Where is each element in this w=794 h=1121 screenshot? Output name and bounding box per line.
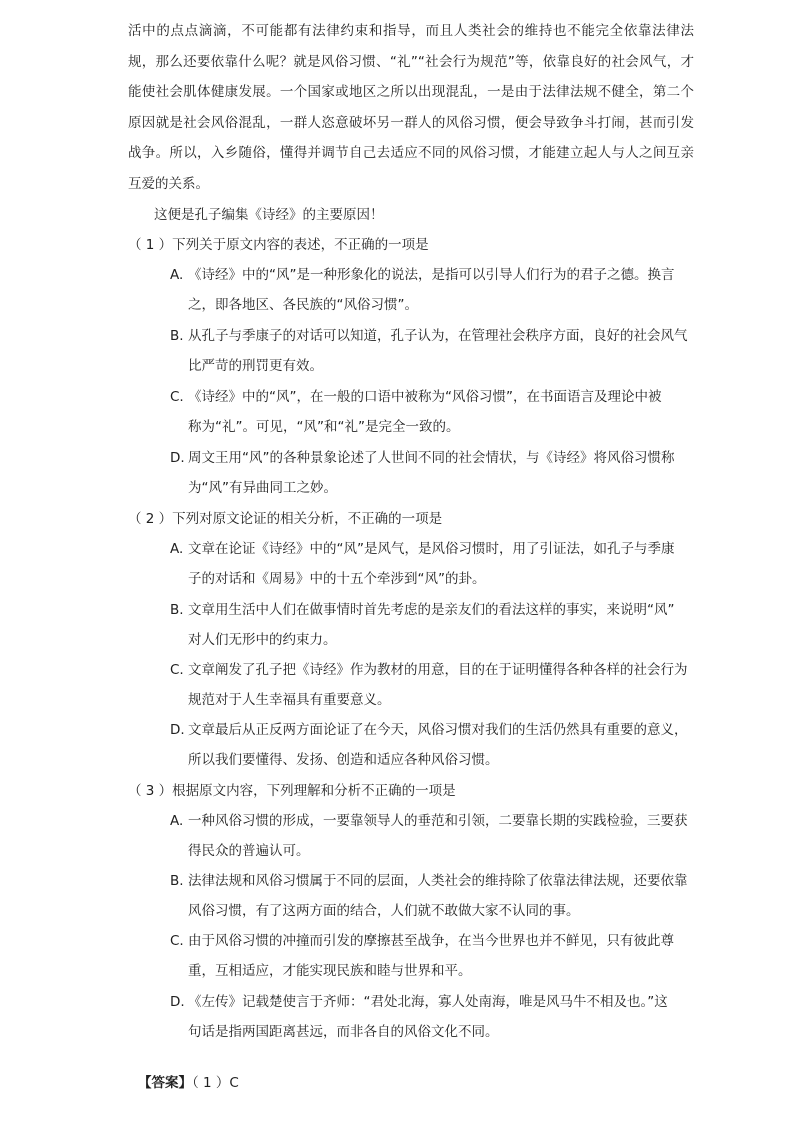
option-text-line2: 之，即各地区、各民族的“风俗习惯”。 xyxy=(188,297,418,313)
option-text-line1: 文章用生活中人们在做事情时首先考虑的是亲友们的看法这样的事实，来说明“风” xyxy=(188,602,675,618)
option-text-line1: 一种风俗习惯的形成，一要靠领导人的垂范和引领，二要靠长期的实践检验，三要获 xyxy=(188,813,688,829)
option-text-line1: 《诗经》中的“风”是一种形象化的说法，是指可以引导人们行为的君子之德。换言 xyxy=(188,267,675,283)
option-text-line2: 规范对于人生幸福具有重要意义。 xyxy=(188,692,391,708)
option-text-line1: 从孔子与季康子的对话可以知道，孔子认为，在管理社会秩序方面，良好的社会风气 xyxy=(188,328,688,344)
question-2-stem: （ 2 ）下列对原文论证的相关分析，不正确的一项是 xyxy=(128,511,443,527)
question-3-option-d xyxy=(170,987,690,1047)
option-letter: D. xyxy=(170,450,185,466)
question-1-option-b xyxy=(170,321,690,381)
option-text-line1: 文章阐发了孔子把《诗经》作为教材的用意，目的在于证明懂得各种各样的社会行为 xyxy=(188,662,688,678)
option-letter: C. xyxy=(170,389,184,405)
question-2-option-a xyxy=(170,534,690,594)
option-letter: B. xyxy=(170,873,184,889)
option-text-line1: 法律法规和风俗习惯属于不同的层面，人类社会的维持除了依靠法律法规，还要依靠 xyxy=(188,873,688,889)
option-letter: D. xyxy=(170,722,185,738)
question-3-option-a xyxy=(170,806,690,866)
question-2-option-d xyxy=(170,715,690,775)
option-letter: A. xyxy=(170,267,184,283)
option-text-line2: 比严苛的刑罚更有效。 xyxy=(188,358,323,374)
option-text-line1: 《诗经》中的“风”，在一般的口语中被称为“风俗习惯”，在书面语言及理论中被 xyxy=(188,389,662,405)
option-text-line2: 子的对话和《周易》中的十五个牵涉到“风”的卦。 xyxy=(188,571,486,587)
option-text-line2: 句话是指两国距离甚远，而非各自的风俗文化不同。 xyxy=(188,1024,499,1040)
question-3-option-c xyxy=(170,926,690,986)
answer-tag: 【答案】 xyxy=(138,1075,192,1091)
option-text-line2: 得民众的普遍认可。 xyxy=(188,843,310,859)
option-text-line1: 由于风俗习惯的冲撞而引发的摩擦甚至战争，在当今世界也并不鲜见，只有彼此尊 xyxy=(188,933,674,949)
option-text-line1: 文章在论证《诗经》中的“风”是风气，是风俗习惯时，用了引证法，如孔子与季康 xyxy=(188,541,675,557)
option-letter: C. xyxy=(170,933,184,949)
option-letter: B. xyxy=(170,328,184,344)
option-text-line2: 重，互相适应，才能实现民族和睦与世界和平。 xyxy=(188,963,472,979)
question-1-option-c xyxy=(170,382,690,442)
question-3-option-b xyxy=(170,866,690,926)
option-text-line1: 《左传》记载楚使言于齐师：“君处北海，寡人处南海，唯是风马牛不相及也。”这 xyxy=(188,994,668,1010)
conclusion-line: 这便是孔子编集《诗经》的主要原因！ xyxy=(154,207,384,223)
question-1-option-a xyxy=(170,260,690,320)
option-letter: D. xyxy=(170,994,185,1010)
option-letter: A. xyxy=(170,813,184,829)
option-text-line2: 为“风”有异曲同工之妙。 xyxy=(188,480,337,496)
option-letter: B. xyxy=(170,602,184,618)
option-text-line2: 对人们无形中的约束力。 xyxy=(188,632,337,648)
question-2-option-b xyxy=(170,595,690,655)
option-letter: A. xyxy=(170,541,184,557)
question-1-stem: （ 1 ）下列关于原文内容的表述，不正确的一项是 xyxy=(128,237,429,253)
option-text-line2: 所以我们要懂得、发扬、创造和适应各种风俗习惯。 xyxy=(188,752,499,768)
intro-paragraph: 活中的点点滴滴，不可能都有法律约束和指导，而且人类社会的维持也不能完全依靠法律法规，那么还要依靠什么呢？就是风俗习惯、“礼”“社会行为规范”等，依靠良好的社会风气，才能使社会肌体健康发展。一个国家或地区之所以出现混乱，一是由于法律法规不健全，第二个原因就是社会风俗混乱，一群人恣意破坏另一群人的风俗习惯，便会导致争斗打闹，甚而引发战争。所以，入乡随俗，懂得并调节自己去适应不同的风俗习惯，才能建立起人与人之间互亲互爱的关系。 xyxy=(128,23,694,192)
answer-line xyxy=(138,1068,239,1098)
option-text-line1: 文章最后从正反两方面论证了在今天，风俗习惯对我们的生活仍然具有重要的意义， xyxy=(188,722,688,738)
question-3-stem: （ 3 ）根据原文内容，下列理解和分析不正确的一项是 xyxy=(128,783,456,799)
answer-text: （ 1 ）C xyxy=(192,1075,239,1091)
option-text-line2: 称为“礼”。可见，“风”和“礼”是完全一致的。 xyxy=(188,419,460,435)
option-text-line2: 风俗习惯，有了这两方面的结合，人们就不敢做大家不认同的事。 xyxy=(188,903,580,919)
question-2-option-c xyxy=(170,655,690,715)
question-1-option-d xyxy=(170,443,690,503)
option-letter: C. xyxy=(170,662,184,678)
option-text-line1: 周文王用“风”的各种景象论述了人世间不同的社会情状，与《诗经》将风俗习惯称 xyxy=(188,450,675,466)
